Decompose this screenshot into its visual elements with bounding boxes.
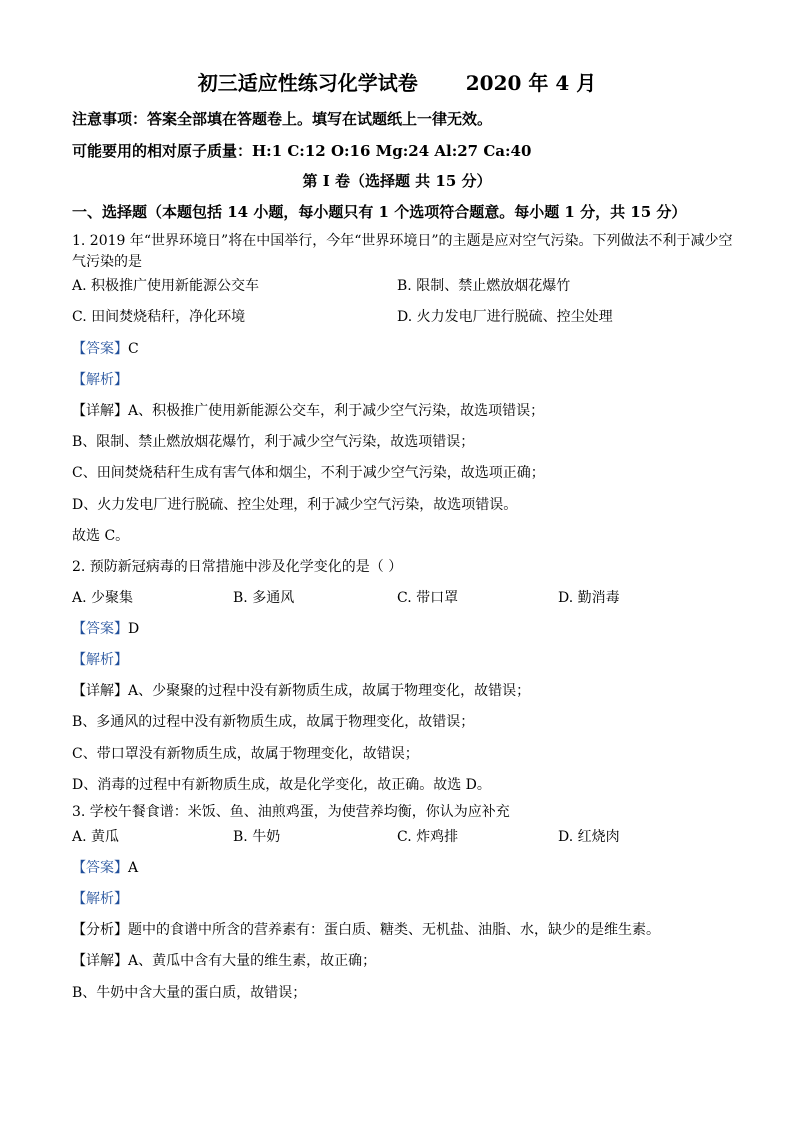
exam-date: 2020 年 4 月 xyxy=(465,71,597,95)
q3-option-a: A. 黄瓜 xyxy=(72,829,120,845)
q2-answer-value: D xyxy=(128,621,140,637)
q1-option-a: A. 积极推广使用新能源公交车 xyxy=(72,278,260,294)
q3-option-b: B. 牛奶 xyxy=(233,829,281,845)
volume-title: 第 I 卷（选择题 共 15 分） xyxy=(302,172,492,190)
exam-title: 初三适应性练习化学试卷 xyxy=(197,71,418,95)
q3-answer-value: A xyxy=(128,860,139,876)
notice-line: 注意事项：答案全部填在答题卷上。填写在试题纸上一律无效。 xyxy=(72,110,493,128)
q1-detail-a-text: A、积极推广使用新能源公交车，利于减少空气污染，故选项错误； xyxy=(128,403,545,419)
q2-detail-a-text: A、少聚聚的过程中没有新物质生成，故属于物理变化，故错误； xyxy=(128,683,531,699)
q3-answer-tag: 【答案】 xyxy=(72,860,128,876)
q3-option-d: D. 红烧肉 xyxy=(558,829,620,845)
q2-answer-tag: 【答案】 xyxy=(72,621,128,637)
q1-conclusion: 故选 C。 xyxy=(72,528,130,544)
atomic-mass-line: 可能要用的相对原子质量：H:1 C:12 O:16 Mg:24 Al:27 Ca:40 xyxy=(72,142,532,160)
q2-detail-tag: 【详解】 xyxy=(72,683,128,699)
q1-answer-tag: 【答案】 xyxy=(72,341,128,357)
q3-detail-a xyxy=(72,952,376,970)
q2-option-d: D. 勤消毒 xyxy=(558,590,620,606)
q1-answer-value: C xyxy=(128,341,139,357)
q2-detail-c: C、带口罩没有新物质生成，故属于物理变化，故错误； xyxy=(72,746,419,762)
q1-option-d: D. 火力发电厂进行脱硫、控尘处理 xyxy=(397,309,613,325)
q1-option-b: B. 限制、禁止燃放烟花爆竹 xyxy=(397,278,571,294)
q2-option-c: C. 带口罩 xyxy=(397,590,459,606)
q1-stem-line1: 1. 2019 年“世界环境日”将在中国举行，今年“世界环境日”的主题是应对空气污染。下列做法不利于减少空 xyxy=(72,233,733,249)
page-title xyxy=(0,70,794,96)
q2-option-a: A. 少聚集 xyxy=(72,590,134,606)
q3-fenxi-tag: 【分析】 xyxy=(72,922,128,938)
q2-detail-d: D、消毒的过程中有新物质生成，故是化学变化，故正确。故选 D。 xyxy=(72,777,491,793)
q3-detail-tag: 【详解】 xyxy=(72,953,128,969)
q1-answer xyxy=(72,340,139,358)
q2-answer xyxy=(72,620,139,638)
q3-answer xyxy=(72,859,138,877)
q1-detail-c: C、田间焚烧秸秆生成有害气体和烟尘，不利于减少空气污染，故选项正确； xyxy=(72,465,545,481)
q3-option-c: C. 炸鸡排 xyxy=(397,829,459,845)
q2-stem: 2. 预防新冠病毒的日常措施中涉及化学变化的是（ ） xyxy=(72,559,403,575)
q3-detail-a-text: A、黄瓜中含有大量的维生素，故正确； xyxy=(128,953,377,969)
q1-detail-d: D、火力发电厂进行脱硫、控尘处理，利于减少空气污染，故选项错误。 xyxy=(72,497,518,513)
q3-detail-b: B、牛奶中含大量的蛋白质，故错误； xyxy=(72,985,307,1001)
q2-analysis-tag: 【解析】 xyxy=(72,652,128,668)
q1-analysis-tag: 【解析】 xyxy=(72,372,128,388)
q1-option-c: C. 田间焚烧秸秆，净化环境 xyxy=(72,309,246,325)
q2-option-b: B. 多通风 xyxy=(233,590,295,606)
q2-detail-a xyxy=(72,682,530,700)
q2-detail-b: B、多通风的过程中没有新物质生成，故属于物理变化，故错误； xyxy=(72,714,475,730)
q1-detail-tag: 【详解】 xyxy=(72,403,128,419)
q3-analysis-tag: 【解析】 xyxy=(72,891,128,907)
section-title: 一、选择题（本题包括 14 小题，每小题只有 1 个选项符合题意。每小题 1 分，共 15 分） xyxy=(72,203,687,221)
q3-fenxi xyxy=(72,921,660,939)
q3-fenxi-text: 题中的食谱中所含的营养素有：蛋白质、糖类、无机盐、油脂、水，缺少的是维生素。 xyxy=(128,922,660,938)
q1-stem-line2: 气污染的是 xyxy=(72,254,142,270)
q1-detail-b: B、限制、禁止燃放烟花爆竹，利于减少空气污染，故选项错误； xyxy=(72,434,475,450)
q3-stem: 3. 学校午餐食谱：米饭、鱼、油煎鸡蛋，为使营养均衡，你认为应补充 xyxy=(72,804,510,820)
q1-detail-a xyxy=(72,402,544,420)
